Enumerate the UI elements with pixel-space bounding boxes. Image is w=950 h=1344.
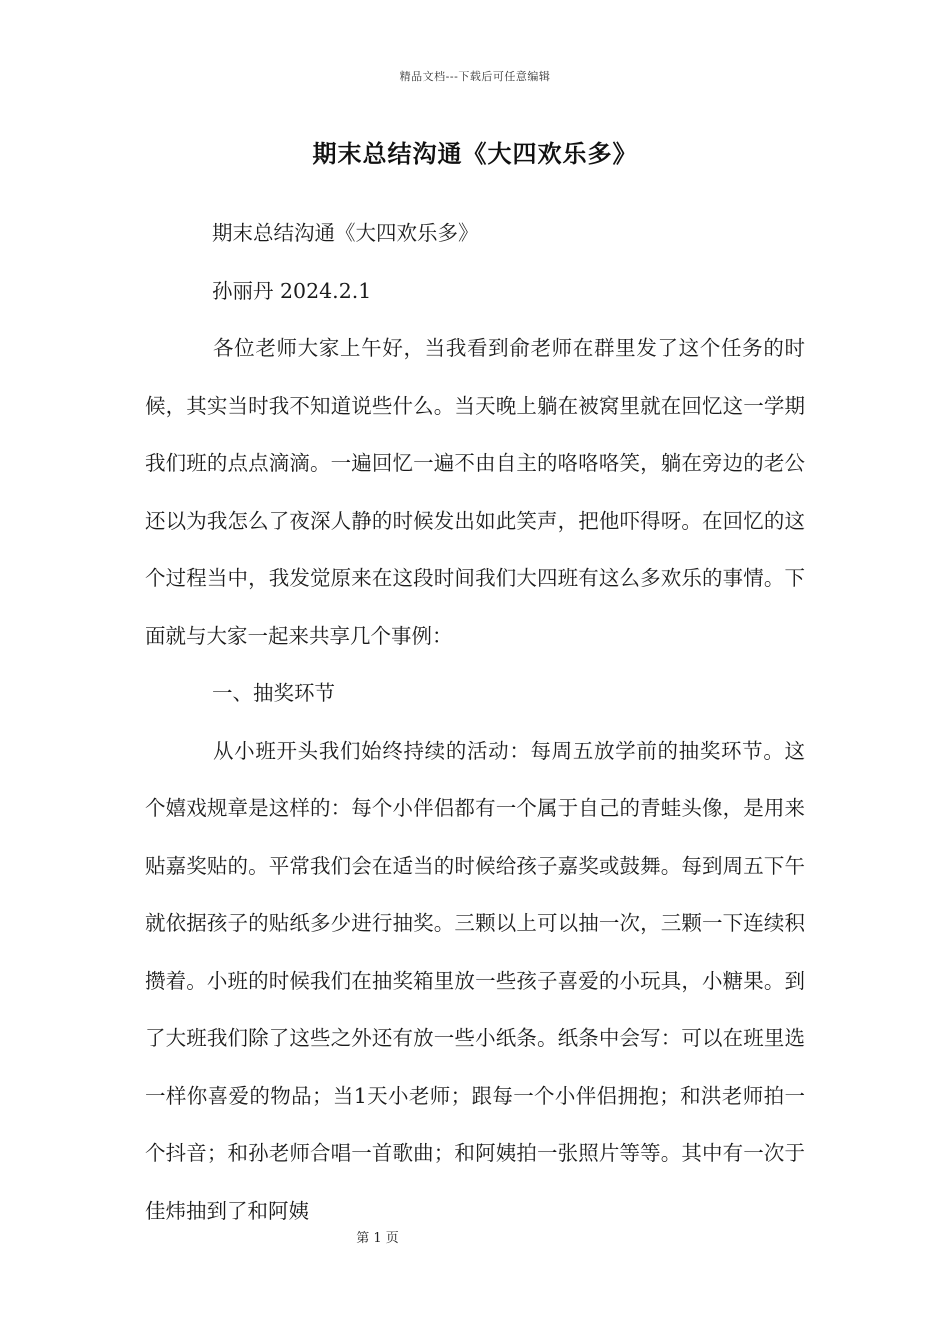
page-header-watermark: 精品文档---下载后可任意编辑 (399, 70, 551, 83)
document-title: 期末总结沟通《大四欢乐多》 (312, 140, 638, 168)
document-body (145, 205, 805, 1240)
author-date-line: 孙丽丹 2024.2.1 (212, 278, 372, 303)
page-number: 第 1 页 (356, 1231, 399, 1246)
section-heading-lottery: 一、抽奖环节 (212, 681, 335, 705)
paragraph-lottery: 从小班开头我们始终持续的活动：每周五放学前的抽奖环节。这个嬉戏规章是这样的：每个小伴侣都有一个属于自己的青蛙头像，是用来贴嘉奖贴的。平常我们会在适当的时候给孩子嘉奖或鼓舞。每到周五下午就依据孩子的贴纸多少进行抽奖。三颗以上可以抽一次，三颗一下连续积攒着。小班的时候我们在抽奖箱里放一些孩子喜爱的小玩具，小糖果。到了大班我们除了这些之外还有放一些小纸条。纸条中会写：可以在班里选一样你喜爱的物品；当1天小老师；跟每一个小伴侣拥抱；和洪老师拍一个抖音；和孙老师合唱一首歌曲；和阿姨拍一张照片等等。其中有一次于佳炜抽到了和阿姨 (145, 738, 805, 1223)
document-subtitle: 期末总结沟通《大四欢乐多》 (212, 221, 479, 245)
paragraph-intro: 各位老师大家上午好，当我看到俞老师在群里发了这个任务的时候，其实当时我不知道说些什么。当天晚上躺在被窝里就在回忆这一学期我们班的点点滴滴。一遍回忆一遍不由自主的咯咯咯笑，躺在旁边的老公还以为我怎么了夜深人静的时候发出如此笑声，把他吓得呀。在回忆的这个过程当中，我发觉原来在这段时间我们大四班有这么多欢乐的事情。下面就与大家一起来共享几个事例： (145, 336, 805, 648)
